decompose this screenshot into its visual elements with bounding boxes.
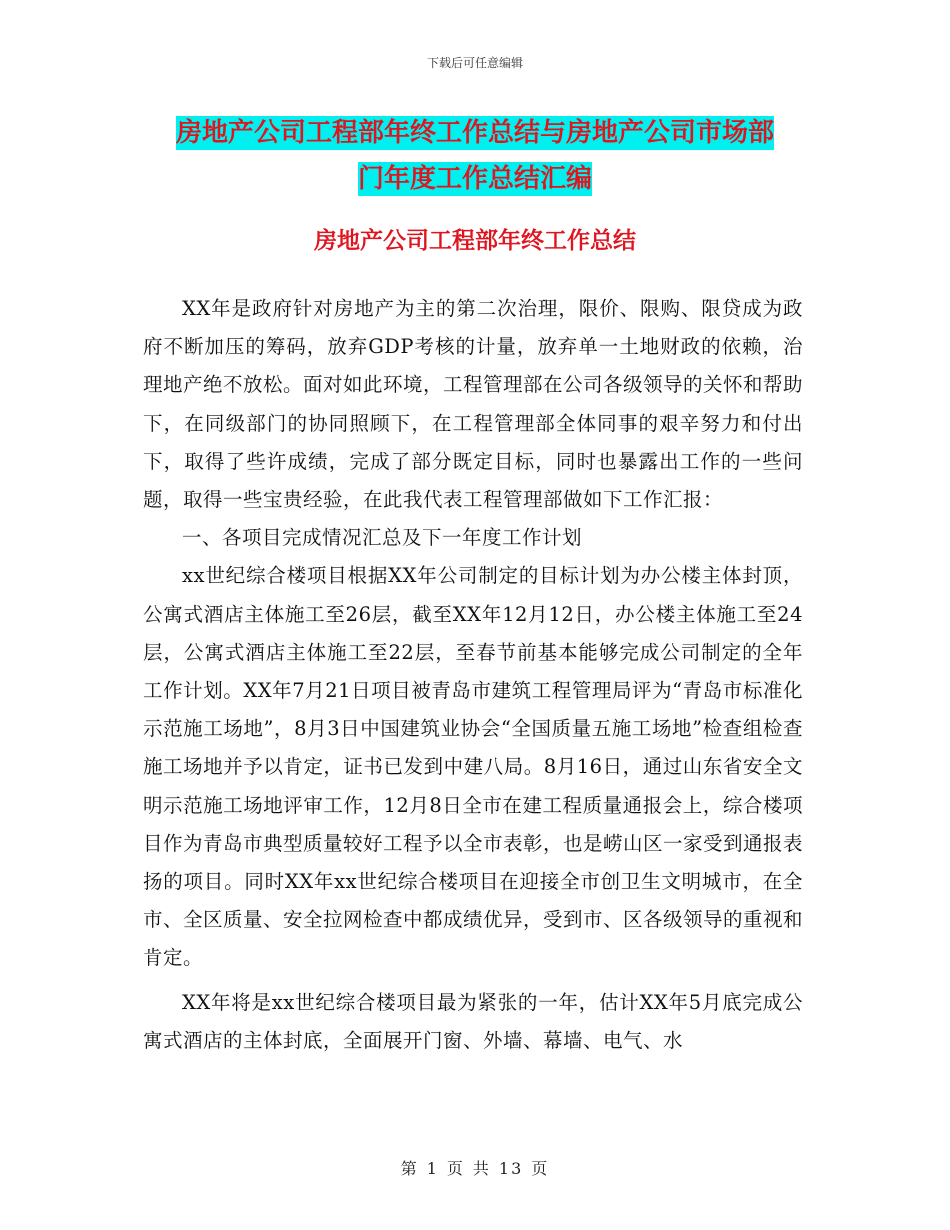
paragraph-heading: 一、各项目完成情况汇总及下一年度工作计划 bbox=[182, 526, 583, 550]
body-text bbox=[143, 290, 803, 1060]
title-highlight: 房地产公司工程部年终工作总结与房地产公司市场部 bbox=[175, 118, 774, 148]
current-page-number: 1 bbox=[426, 1159, 439, 1178]
page-footer bbox=[0, 1156, 950, 1179]
document-title-line-1 bbox=[0, 112, 950, 149]
footer-prefix: 第 bbox=[400, 1159, 419, 1178]
footer-total-prefix: 共 bbox=[472, 1159, 491, 1178]
paragraph: XX年将是xx世纪综合楼项目最为紧张的一年，估计XX年5月底完成公寓式酒店的主体封底，全面展开门窗、外墙、幕墙、电气、水 bbox=[143, 990, 803, 1052]
section-title: 房地产公司工程部年终工作总结 bbox=[314, 228, 636, 254]
title-highlight: 门年度工作总结汇编 bbox=[357, 164, 592, 194]
paragraph: XX年是政府针对房地产为主的第二次治理，限价、限购、限贷成为政府不断加压的筹码，放弃GDP考核的计量，放弃单一土地财政的依赖，治理地产绝不放松。面对如此环境，工程管理部在公司各级领导的关怀和帮助下，在同级部门的协同照顾下，在工程管理部全体同事的艰辛努力和付出下，取得了些许成绩，完成了部分既定目标，同时也暴露出工作的一些问题，取得一些宝贵经验，在此我代表工程管理部做如下工作汇报： bbox=[143, 297, 804, 512]
total-pages: 13 bbox=[498, 1159, 524, 1178]
footer-suffix: 页 bbox=[531, 1159, 550, 1178]
paragraph: xx世纪综合楼项目根据XX年公司制定的目标计划为办公楼主体封顶，公寓式酒店主体施工至26层，截至XX年12月12日，办公楼主体施工至24层，公寓式酒店主体施工至22层，至春节前基本能够完成公司制定的全年工作计划。XX年7月21日项目被青岛市建筑工程管理局评为“青岛市标准化示范施工场地”，8月3日中国建筑业协会“全国质量五施工场地”检查组检查施工场地并予以肯定，证书已发到中建八局。8月16日，通过山东省安全文明示范施工场地评审工作，12月8日全市在建工程质量通报会上，综合楼项目作为青岛市典型质量较好工程予以全市表彰，也是崂山区一家受到通报表扬的项目。同时XX年xx世纪综合楼项目在迎接全市创卫生文明城市，在全市、全区质量、安全拉网检查中都成绩优异，受到市、区各级领导的重视和肯定。 bbox=[143, 564, 804, 970]
document-title-line-2 bbox=[0, 158, 950, 195]
footer-mid: 页 bbox=[446, 1159, 465, 1178]
header-note: 下载后可任意编辑 bbox=[426, 56, 523, 70]
